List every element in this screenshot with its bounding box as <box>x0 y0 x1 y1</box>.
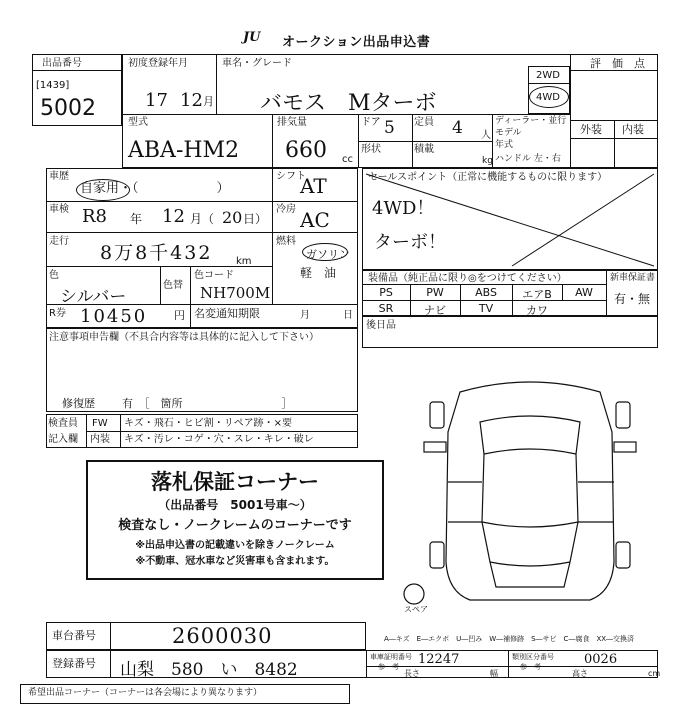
car-name-value: バモス Mターボ <box>260 91 437 116</box>
doors-label: ドア <box>361 117 381 128</box>
dim-length: 長さ <box>404 669 420 678</box>
entry-label: 記入欄 <box>48 434 78 445</box>
cargo-label: 積載 <box>414 144 434 155</box>
ac-label: 冷房 <box>276 204 296 215</box>
inspector-label: 検査員 <box>48 418 78 429</box>
mileage-value: 8万8千432 <box>100 242 213 264</box>
later-items-label: 後日品 <box>366 320 396 331</box>
color-code-label: 色コード <box>194 270 234 281</box>
transfer-month: 月 <box>300 310 310 321</box>
check-interior: 内装 <box>90 434 110 445</box>
handle-label: ハンドル 左・右 <box>495 154 561 164</box>
capacity-unit: 人 <box>481 130 491 141</box>
form-title: オークション出品申込書 <box>282 35 431 50</box>
guarantee-line3: ※出品申込書の記載違いを除きノークレーム <box>135 540 335 551</box>
chassis-label: 車台番号 <box>52 629 96 642</box>
color-change-label: 色替 <box>163 280 183 291</box>
displacement-label: 排気量 <box>277 117 307 128</box>
garage-cert-label: 車庫証明番号 <box>370 653 412 661</box>
use-label: 車歴 <box>49 171 69 182</box>
guarantee-line1: （出品番号 5001号車～） <box>158 498 312 512</box>
use-value: 自家用・（ ） <box>80 181 230 196</box>
color-value: シルバー <box>60 287 127 307</box>
chassis-value: 2600030 <box>172 624 273 648</box>
shift-label: シフト <box>276 171 306 182</box>
lot-sub-code: [1439] <box>36 80 70 91</box>
inspection-month: 12 <box>162 206 185 227</box>
footer-label: 希望出品コーナー（コーナーは各会場により異なります） <box>28 688 263 698</box>
warranty-label: 新車保証書 <box>610 273 656 283</box>
year-label: 年式 <box>495 140 514 150</box>
ac-value: AC <box>300 208 330 232</box>
equip-leather: カワ <box>526 304 548 317</box>
drive-2wd: 2WD <box>536 70 560 81</box>
model-value: ABA-HM2 <box>128 138 240 163</box>
first-registration-month-unit: 月 <box>203 95 214 108</box>
spare-label: スペア <box>404 605 428 614</box>
inspection-era: R8 <box>82 206 108 227</box>
header-logo: JU <box>243 30 261 45</box>
dim-height: 高さ <box>572 669 588 678</box>
mileage-label: 走行 <box>49 236 69 247</box>
equip-tv: TV <box>478 302 494 315</box>
drive-4wd: 4WD <box>536 92 560 103</box>
use-circle <box>76 179 130 201</box>
color-label: 色 <box>49 270 59 281</box>
car-damage-diagram <box>400 372 660 612</box>
sales-point-label: セールスポイント（正常に機能するものに限ります） <box>368 172 608 183</box>
recycle-unit: 円 <box>174 309 185 322</box>
capacity-label: 定員 <box>414 117 434 128</box>
displacement-value: 660 <box>285 138 327 163</box>
equipment-label: 装備品（純正品に限り◎をつけてください） <box>368 273 567 284</box>
garage-cert-ref: 参 考 <box>378 663 399 671</box>
shape-label: 形状 <box>361 144 381 155</box>
car-name-label: 車名・グレード <box>222 58 292 69</box>
fuel-alt: 軽 油 <box>300 266 337 280</box>
guarantee-line2: 検査なし・ノークレームのコーナーです <box>118 518 352 533</box>
equip-ps: PS <box>379 286 393 299</box>
equip-abs: ABS <box>475 286 497 299</box>
guarantee-line4: ※不動車、冠水車など災害車も含まれます。 <box>135 556 335 567</box>
dealer-parallel: ディーラー・並行 <box>495 116 567 126</box>
notes-label: 注意事項申告欄（不具合内容等は具体的に記入して下さい） <box>49 332 319 343</box>
guarantee-title: 落札保証コーナー <box>151 470 319 494</box>
plate-label: 登録番号 <box>52 657 96 670</box>
first-registration-label: 初度登録年月 <box>128 58 188 69</box>
check-row2: キズ・汚レ・コゲ・穴・スレ・キレ・破レ <box>124 434 314 445</box>
shift-value: AT <box>300 174 327 198</box>
recycle-value: 10450 <box>80 306 148 327</box>
doors-value: 5 <box>384 118 395 138</box>
class-number-value: 0026 <box>584 652 618 667</box>
transfer-deadline-label: 名変通知期限 <box>194 307 260 320</box>
inspection-month-unit: 月（ <box>190 212 215 226</box>
equip-sr: SR <box>378 302 394 315</box>
lot-number-value: 5002 <box>40 96 96 121</box>
dim-width: 幅 <box>490 669 498 678</box>
lot-number-label: 出品番号 <box>42 58 82 69</box>
transfer-day: 日 <box>343 310 353 321</box>
interior-label: 内装 <box>622 123 644 136</box>
model-label: 型式 <box>128 117 148 128</box>
inspection-day-unit: 日） <box>243 212 268 226</box>
exterior-label: 外装 <box>580 123 602 136</box>
equip-aw: AW <box>575 286 593 299</box>
displacement-unit: cc <box>342 154 353 165</box>
inspection-year-unit: 年 <box>130 212 143 226</box>
warranty-value: 有・無 <box>614 292 651 306</box>
inspection-label: 車検 <box>49 204 69 215</box>
class-number-ref: 参 考 <box>520 663 541 671</box>
dim-unit: cm <box>648 669 661 678</box>
damage-legend: A―キズ E―エクボ U―凹み W―補修跡 S―サビ C―腐食 XX―交換済 <box>384 635 635 643</box>
first-registration-year: 17 <box>145 90 168 111</box>
mileage-unit: km <box>236 256 252 267</box>
plate-value: 山梨 580 い 8482 <box>120 660 298 680</box>
first-registration-month: 12 <box>180 90 203 111</box>
check-fw: FW <box>92 418 108 429</box>
inspection-day: 20 <box>222 208 243 227</box>
sales-point-line2: ターボ！ <box>374 232 446 253</box>
grade-label: 評 価 点 <box>590 57 645 70</box>
cargo-unit: kg <box>482 156 493 166</box>
color-code-value: NH700M <box>200 284 271 302</box>
capacity-value: 4 <box>452 118 463 138</box>
repair-label: 修復歴 <box>62 397 95 410</box>
garage-cert-value: 12247 <box>418 652 460 667</box>
later-items-box <box>362 316 658 348</box>
fuel-circle <box>302 243 348 261</box>
model-year-label: モデル <box>495 128 522 138</box>
repair-history: 有 ［ 箇所 ］ <box>122 397 293 410</box>
check-row1: キズ・飛石・ヒビ割・リペア跡・×要 <box>124 418 292 429</box>
equip-navi: ナビ <box>424 304 446 317</box>
fuel-value: ガソリン <box>306 248 350 261</box>
equip-airbag: エアB <box>522 288 552 301</box>
recycle-label: R券 <box>49 308 66 319</box>
fuel-label: 燃料 <box>276 236 296 247</box>
equip-pw: PW <box>426 286 444 299</box>
sales-point-line1: 4WD！ <box>372 198 435 219</box>
class-number-label: 類別区分番号 <box>512 653 554 661</box>
